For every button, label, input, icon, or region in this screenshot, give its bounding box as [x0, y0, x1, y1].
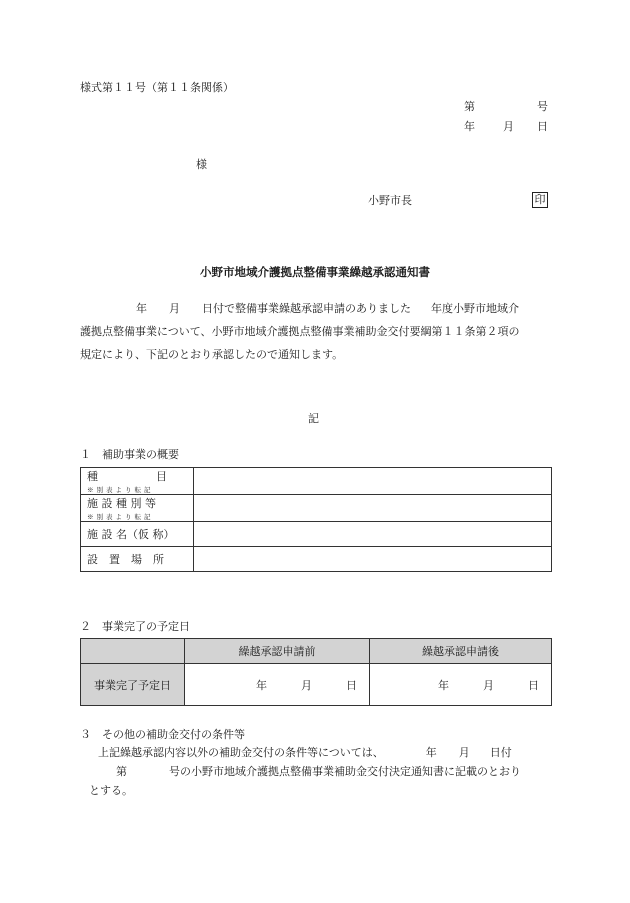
day-label: 日: [346, 678, 357, 692]
body-line-2: 護拠点整備事業について、小野市地域介護拠点整備事業補助金交付要綱第１１条第２項の: [80, 325, 520, 338]
row-label-cell: [81, 522, 194, 547]
reference-go: 号: [537, 100, 548, 113]
section3-line-3: とする。: [89, 784, 133, 797]
month-label: 月: [301, 678, 312, 692]
table-row: [81, 664, 552, 706]
row-label-facility-name: 施 設 名（仮 称）: [87, 528, 175, 541]
section2-heading: ２ 事業完了の予定日: [80, 620, 190, 633]
section1-heading: １ 補助事業の概要: [80, 448, 179, 461]
row-label-cell: [81, 468, 194, 495]
year-label: 年: [256, 678, 267, 692]
date-day: 日: [537, 120, 548, 133]
row-note: ※別表より転記: [87, 486, 154, 494]
value-cell-facility-name[interactable]: [194, 522, 552, 547]
header-empty-cell: [81, 639, 185, 664]
row-label-cell: [81, 495, 194, 522]
day-label: 日: [528, 678, 539, 692]
header-after: 繰越承認申請後: [370, 639, 552, 664]
date-month: 月: [503, 120, 514, 133]
month-label: 月: [483, 678, 494, 692]
addressee-suffix: 様: [196, 158, 207, 171]
table-row: [81, 495, 552, 522]
value-cell-facility-category[interactable]: [194, 495, 552, 522]
table-row: [81, 468, 552, 495]
body-line-3: 規定により、下記のとおり承認したので通知します。: [80, 348, 344, 361]
seal-mark: 印: [532, 192, 548, 208]
section3-line-2: 第 号の小野市地域介護拠点整備事業補助金交付決定通知書に記載のとおり: [116, 765, 521, 778]
year-label: 年: [438, 678, 449, 692]
date-cell-before[interactable]: [185, 664, 370, 706]
date-cell-after[interactable]: [370, 664, 552, 706]
section3-line-1: 上記繰越承認内容以外の補助金交付の条件等については、 年 月 日付: [98, 746, 512, 759]
value-cell-type[interactable]: [194, 468, 552, 495]
body-line-1: 年 月 日付で整備事業繰越承認申請のありました 年度小野市地域介: [136, 302, 519, 315]
row-label-facility-category: 施 設 種 別 等: [87, 497, 156, 510]
header-before: 繰越承認申請前: [185, 639, 370, 664]
row-note: ※別表より転記: [87, 513, 154, 521]
section3-heading: ３ その他の補助金交付の条件等: [80, 728, 245, 741]
body-paragraph: [80, 297, 550, 366]
date-year: 年: [464, 120, 475, 133]
table-header-row: [81, 639, 552, 664]
row-label-type: 種 目: [87, 470, 168, 483]
reference-dai: 第: [464, 100, 475, 113]
completion-date-table: [80, 638, 552, 706]
row-label-completion-date: 事業完了予定日: [81, 664, 185, 706]
table-row: [81, 522, 552, 547]
issuer-name: 小野市長: [368, 194, 412, 207]
form-number: 様式第１１号（第１１条関係）: [80, 81, 234, 94]
row-label-cell: [81, 547, 194, 572]
document-title: 小野市地域介護拠点整備事業繰越承認通知書: [200, 265, 430, 279]
value-cell-location[interactable]: [194, 547, 552, 572]
table-row: [81, 547, 552, 572]
ki-heading: 記: [308, 412, 319, 425]
project-overview-table: [80, 467, 552, 572]
row-label-location: 設 置 場 所: [87, 553, 164, 566]
